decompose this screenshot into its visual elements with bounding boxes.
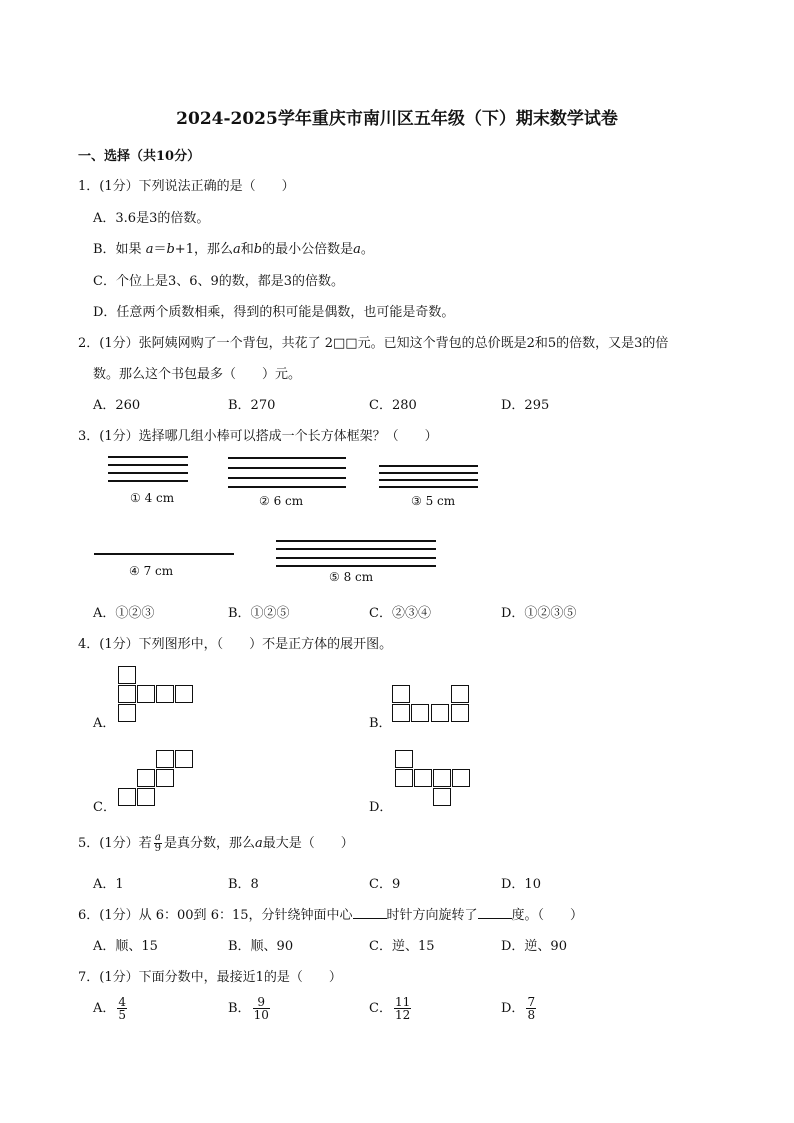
- q7-option-c: C． $\frac{11}{12}$: [369, 995, 411, 1022]
- q5-option-d: D．10: [501, 877, 541, 892]
- q2-stem-line1: 2．(1分）张阿姨网购了一个背包，共花了 2□□元。已知这个背包的总价既是2和5的倍数，又是3的倍: [78, 336, 669, 351]
- stick: [108, 472, 188, 474]
- stick: [108, 464, 188, 466]
- stick: [228, 467, 346, 469]
- stick-group-4-label: ④ 7 cm: [129, 564, 174, 578]
- exam-title: 2024-2025学年重庆市南川区五年级（下）期末数学试卷: [176, 109, 618, 129]
- answer-blank: [478, 906, 512, 919]
- stick: [228, 457, 346, 459]
- stick: [379, 472, 478, 474]
- q6-option-a: A．顺、15: [93, 939, 158, 954]
- q5-option-a: A．1: [93, 877, 124, 892]
- stick: [276, 548, 436, 550]
- stick: [379, 486, 478, 488]
- q1-option-d: D．任意两个质数相乘，得到的积可能是偶数，也可能是奇数。: [93, 305, 455, 320]
- q3-option-b: B．①②⑤: [228, 606, 290, 621]
- stick: [276, 540, 436, 542]
- q4-stem: 4．(1分）下列图形中，（ ）不是正方体的展开图。: [78, 637, 393, 652]
- q2-option-b: B．270: [228, 398, 276, 413]
- answer-blank: [353, 906, 387, 919]
- q7-stem: 7．(1分）下面分数中，最接近1的是（ ）: [78, 970, 342, 985]
- q6-option-c: C．逆、15: [369, 939, 435, 954]
- q1-option-b: B．如果 a＝b+1，那么a和b的最小公倍数是a。: [93, 242, 374, 257]
- stick-group-5-label: ⑤ 8 cm: [329, 570, 374, 584]
- q4-option-d-label: D．: [369, 800, 393, 815]
- stick: [379, 479, 478, 481]
- q1-option-c: C．个位上是3、6、9的数，都是3的倍数。: [93, 274, 345, 289]
- fraction: $\frac{9}{10}$: [253, 995, 269, 1022]
- stick: [276, 557, 436, 559]
- q5-option-b: B．8: [228, 877, 259, 892]
- section-heading: 一、选择（共10分）: [78, 149, 201, 164]
- q3-option-d: D．①②③⑤: [501, 606, 577, 621]
- q3-option-c: C．②③④: [369, 606, 431, 621]
- fraction: $\frac{4}{5}$: [118, 995, 127, 1022]
- q7-option-d: D． $\frac{7}{8}$: [501, 995, 536, 1022]
- stick: [228, 486, 346, 488]
- fraction: $\frac{11}{12}$: [394, 995, 411, 1022]
- q2-option-c: C．280: [369, 398, 417, 413]
- q5-stem: 5．(1分）若 $\frac{a}{9}$ 是真分数，那么a最大是（ ）: [78, 832, 354, 854]
- q6-stem: 6．(1分）从 6：00到 6：15，分针绕钟面中心 时针方向旋转了 度。（ ）: [78, 908, 584, 923]
- stick: [276, 565, 436, 567]
- stick: [228, 477, 346, 479]
- fraction-a-over-9: $\frac{a}{9}$: [154, 832, 161, 854]
- q4-option-b-label: B．: [369, 716, 392, 731]
- q4-option-c-label: C．: [93, 800, 116, 815]
- q7-option-a: A． $\frac{4}{5}$: [93, 995, 127, 1022]
- q4-option-a-label: A．: [93, 716, 116, 731]
- q1-option-a: A．3.6是3的倍数。: [93, 211, 210, 226]
- q7-option-b: B． $\frac{9}{10}$: [228, 995, 269, 1022]
- stick-group-1-label: ① 4 cm: [130, 491, 175, 505]
- q2-option-a: A．260: [93, 398, 141, 413]
- fraction: $\frac{7}{8}$: [527, 995, 536, 1022]
- q1-stem: 1．(1分）下列说法正确的是（ ）: [78, 179, 295, 194]
- q2-option-d: D．295: [501, 398, 550, 413]
- q6-option-b: B．顺、90: [228, 939, 294, 954]
- stick: [108, 480, 188, 482]
- q2-stem-line2: 数。那么这个书包最多（ ）元。: [93, 367, 302, 382]
- q6-option-d: D．逆、90: [501, 939, 567, 954]
- q3-option-a: A．①②③: [93, 606, 155, 621]
- stick: [379, 465, 478, 467]
- stick-group-2-label: ② 6 cm: [259, 494, 304, 508]
- stick: [94, 553, 234, 555]
- stick-group-3-label: ③ 5 cm: [411, 494, 456, 508]
- q3-stem: 3．(1分）选择哪几组小棒可以搭成一个长方体框架？（ ）: [78, 429, 438, 444]
- q5-option-c: C．9: [369, 877, 401, 892]
- stick: [108, 456, 188, 458]
